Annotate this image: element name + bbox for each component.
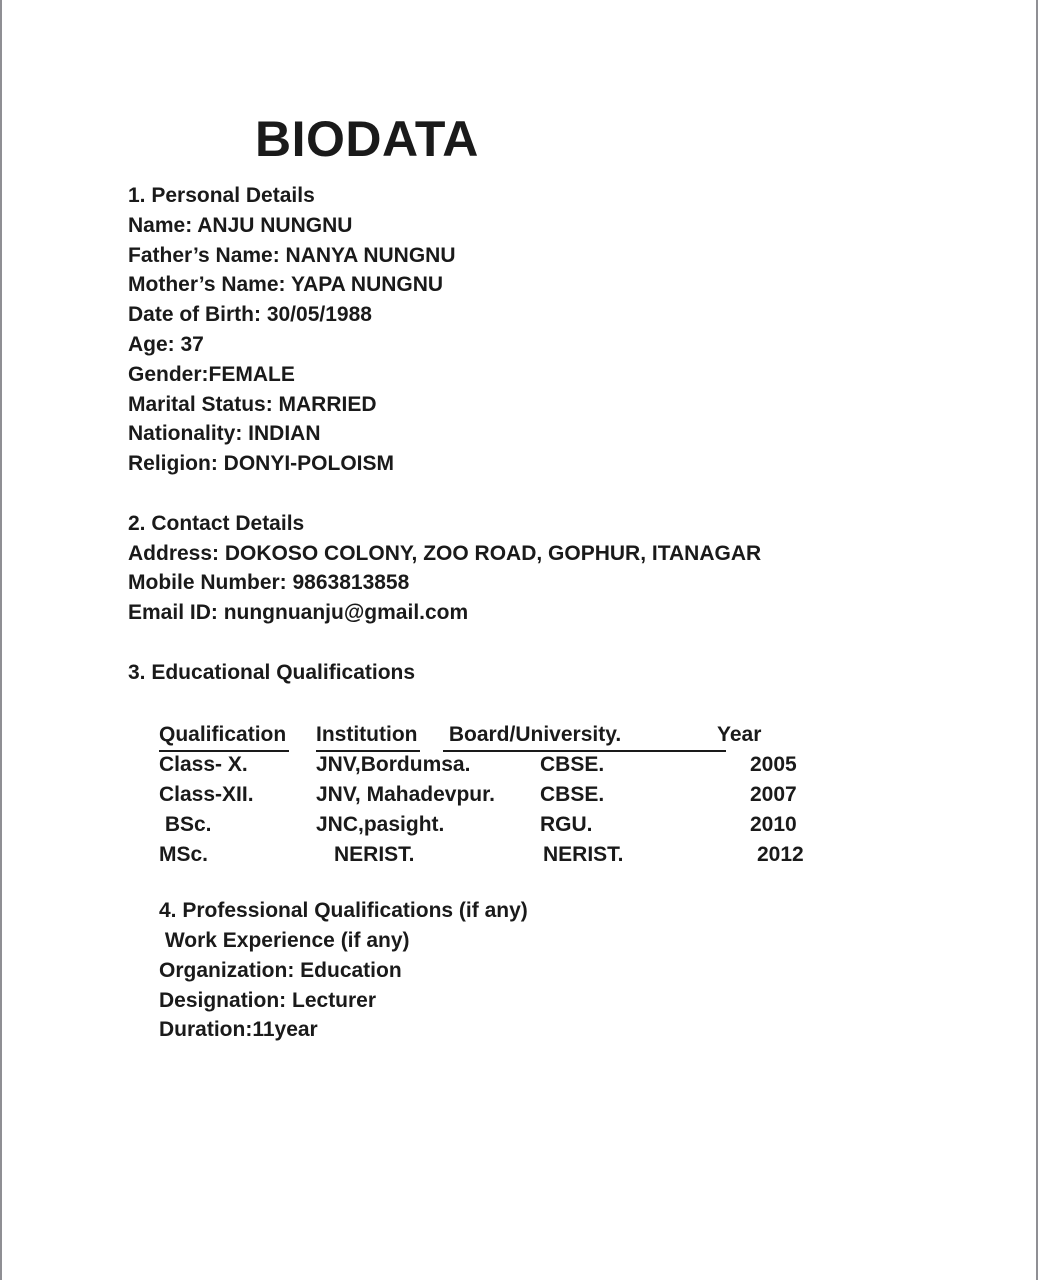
qualification-cell: MSc. bbox=[159, 842, 209, 866]
mobile-number-line: Mobile Number: 9863813858 bbox=[128, 571, 410, 595]
institution-cell: NERIST. bbox=[334, 842, 415, 866]
col-header-institution: Institution bbox=[316, 720, 420, 752]
work-experience-line: Work Experience (if any) bbox=[159, 928, 410, 952]
section-personal-details bbox=[128, 181, 1036, 479]
personal-details-heading: 1. Personal Details bbox=[128, 184, 315, 207]
document-content bbox=[2, 0, 1036, 1045]
designation-line: Designation: Lecturer bbox=[159, 988, 377, 1012]
religion-line: Religion: DONYI-POLOISM bbox=[128, 452, 394, 476]
organization-line: Organization: Education bbox=[159, 958, 402, 982]
board-cell: CBSE. bbox=[540, 782, 605, 806]
institution-cell: JNV, Mahadevpur. bbox=[316, 782, 495, 806]
marital-status-line: Marital Status: MARRIED bbox=[128, 392, 377, 416]
qualification-cell: Class-XII. bbox=[159, 782, 254, 806]
address-line: Address: DOKOSO COLONY, ZOO ROAD, GOPHUR, ITANAGAR bbox=[128, 541, 762, 565]
date-of-birth-line: Date of Birth: 30/05/1988 bbox=[128, 303, 372, 327]
contact-details-heading: 2. Contact Details bbox=[128, 511, 305, 535]
institution-cell: JNV,Bordumsa. bbox=[316, 753, 471, 777]
document-title: BIODATA bbox=[255, 111, 479, 167]
board-cell: CBSE. bbox=[540, 753, 605, 777]
education-row-class-x bbox=[159, 747, 1036, 777]
nationality-line: Nationality: INDIAN bbox=[128, 422, 321, 446]
duration-line: Duration:11year bbox=[159, 1018, 318, 1042]
gender-line: Gender:FEMALE bbox=[128, 362, 295, 386]
education-row-bsc bbox=[159, 807, 1036, 837]
year-cell: 2005 bbox=[750, 753, 797, 777]
board-cell: RGU. bbox=[540, 812, 593, 836]
section-contact-details bbox=[128, 509, 1036, 628]
education-table bbox=[159, 717, 1036, 866]
col-header-qualification: Qualification bbox=[159, 720, 289, 752]
fathers-name-line: Father’s Name: NANYA NUNGNU bbox=[128, 243, 456, 267]
year-cell: 2007 bbox=[750, 782, 797, 806]
education-row-msc bbox=[159, 837, 1036, 867]
professional-qualifications-heading: 4. Professional Qualifications (if any) bbox=[159, 899, 528, 923]
educational-qualifications-heading: 3. Educational Qualifications bbox=[128, 660, 416, 684]
col-header-year: Year bbox=[717, 723, 762, 747]
email-id-line: Email ID: nungnuanju@gmail.com bbox=[128, 601, 469, 625]
mothers-name-line: Mother’s Name: YAPA NUNGNU bbox=[128, 273, 444, 297]
year-cell: 2012 bbox=[757, 842, 804, 866]
section-educational-qualifications bbox=[128, 658, 1036, 867]
age-line: Age: 37 bbox=[128, 332, 204, 356]
education-table-header-row bbox=[159, 717, 1036, 747]
qualification-cell: BSc. bbox=[159, 812, 212, 836]
year-cell: 2010 bbox=[750, 812, 797, 836]
qualification-cell: Class- X. bbox=[159, 753, 248, 777]
name-line: Name: ANJU NUNGNU bbox=[128, 213, 353, 237]
board-cell: NERIST. bbox=[543, 842, 624, 866]
col-header-board-university: Board/University. bbox=[443, 720, 726, 752]
section-professional-qualifications bbox=[159, 896, 1036, 1045]
institution-cell: JNC,pasight. bbox=[316, 812, 445, 836]
education-row-class-xii bbox=[159, 777, 1036, 807]
